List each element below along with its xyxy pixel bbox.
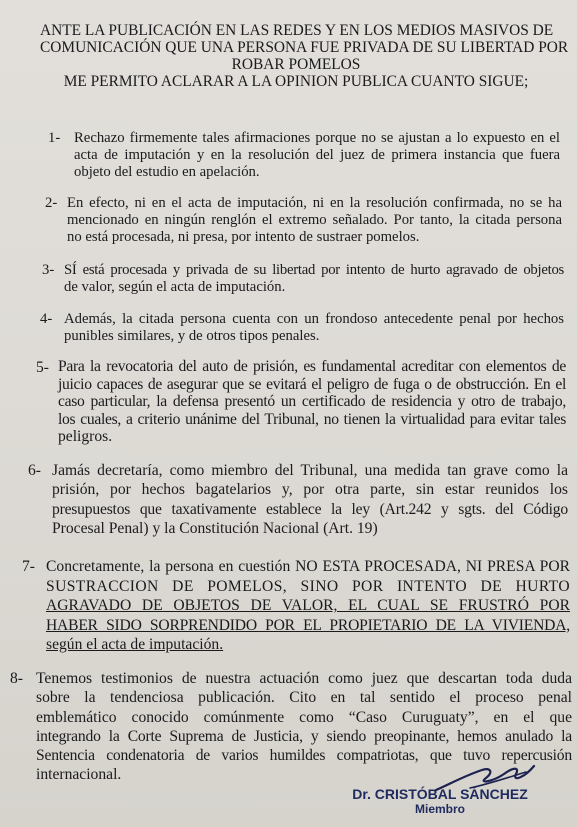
item-line: En efecto, ni en el acta de imputación, ni en la resolución confirmada, no se ha xyxy=(67,195,562,211)
list-item xyxy=(40,311,564,345)
item-line: los cuales, a criterio unánime del Tribunal, no tienen la virtualidad para evitar tales xyxy=(58,410,566,428)
item-line: objeto del estudio en apelación. xyxy=(74,163,260,180)
list-item xyxy=(48,130,560,180)
heading-line: ME PERMITO ACLARAR A LA OPINION PUBLICA CUANTO SIGUE; xyxy=(63,73,529,90)
item-number: 1- xyxy=(48,130,61,146)
item-line: Jamás decretaría, como miembro del Tribunal, una medida tan grave como la xyxy=(52,462,568,479)
item-number: 8- xyxy=(10,670,23,687)
item-line: Además, la citada persona cuenta con un frondoso antecedente penal por hechos xyxy=(64,311,564,327)
item-number: 7- xyxy=(22,558,35,575)
signer-name: Dr. CRISTÓBAL SÁNCHEZ xyxy=(352,786,528,802)
item-line: de valor, según el acta de imputación. xyxy=(64,278,286,295)
item-line: Tenemos testimonios de nuestra actuación como juez que descartan toda duda xyxy=(36,670,572,687)
heading-line: ROBAR POMELOS xyxy=(231,56,361,73)
item-number: 6- xyxy=(28,462,41,479)
item-line: integrando la Corte Suprema de Justicia, y siendo preopinante, hemos anulado la xyxy=(36,727,572,745)
item-line: Procesal Penal) y la Constitución Nacional (Art. 19) xyxy=(52,519,378,537)
item-line: SÍ está procesada y privada de su libertad por intento de hurto agravado de objetos xyxy=(64,262,564,278)
item-line: prisión, por hechos bagatelarios y, por otra parte, sin estar reunidos los xyxy=(52,481,568,499)
item-line: Sentencia condenatoria de varios humildes compatriotas, que tuvo repercusión xyxy=(36,747,572,765)
item-line: presupuestos que taxativamente establece la ley (Art.242 y sgts. del Código xyxy=(52,500,568,518)
list-item xyxy=(42,262,564,296)
item-line: SUSTRACCION DE POMELOS, SINO POR INTENTO DE HURTO xyxy=(46,577,570,595)
item-line: Rechazo firmemente tales afirmaciones porque no se ajustan a lo expuesto en el xyxy=(74,130,560,146)
heading-line: COMUNICACIÓN QUE UNA PERSONA FUE PRIVADA DE SU LIBERTAD POR xyxy=(40,39,569,56)
item-line: Para la revocatoria del auto de prisión, es fundamental acreditar con elementos de xyxy=(58,358,566,375)
item-line: emblemático conocido comúnmente como “Caso Curuguaty”, en el que xyxy=(36,708,572,726)
heading-line: ANTE LA PUBLICACIÓN EN LAS REDES Y EN LOS MEDIOS MASIVOS DE xyxy=(40,22,554,39)
item-line: HABER SIDO SORPRENDIDO POR EL PROPIETARIO DE LA VIVIENDA, xyxy=(46,616,570,634)
signature-block xyxy=(345,786,535,816)
signer-role: Miembro xyxy=(414,802,465,816)
list-item xyxy=(22,557,570,655)
item-line: Concretamente, la persona en cuestión NO ESTA PROCESADA, NI PRESA POR xyxy=(46,558,570,575)
item-number: 3- xyxy=(42,262,55,278)
item-line: sobre la tendenciosa publicación. Cito en tal sentido el proceso penal xyxy=(36,689,572,707)
item-line: no está procesada, ni presa, por intento de sustraer pomelos. xyxy=(67,228,420,245)
item-number: 5- xyxy=(36,359,49,376)
item-line: peligros. xyxy=(58,428,113,446)
item-line: según el acta de imputación. xyxy=(46,636,224,654)
item-line: internacional. xyxy=(36,766,122,784)
item-number: 2- xyxy=(45,195,58,211)
item-line: juicio capaces de asegurar que se evitará el peligro de fuga o de obstrucción. En el xyxy=(58,375,566,393)
item-line: mencionado en ningún renglón el extremo señalado. Por tanto, la citada persona xyxy=(67,211,562,228)
item-line: caso particular, la defensa presentó un certificado de residencia y otro de trabajo, xyxy=(58,393,566,411)
list-item xyxy=(36,358,566,446)
list-item xyxy=(28,461,568,538)
item-line: punibles similares, y de otros tipos penales. xyxy=(64,327,320,344)
list-item xyxy=(45,195,562,245)
item-line: acta de imputación y en la resolución del juez de primera instancia que fuera xyxy=(74,146,560,163)
item-line: AGRAVADO DE OBJETOS DE VALOR, EL CUAL SE FRUSTRÓ POR xyxy=(46,597,570,615)
document-heading xyxy=(40,22,569,90)
item-number: 4- xyxy=(40,311,53,327)
